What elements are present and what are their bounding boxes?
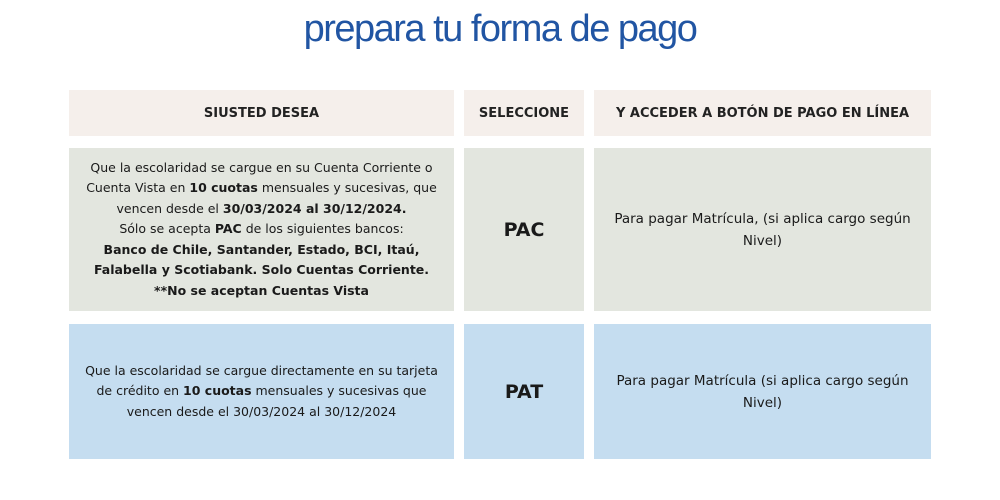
row-pac-description [69, 148, 454, 311]
desc-line-banks: Banco de Chile, Santander, Estado, BCI, Itaú, [103, 241, 420, 257]
option-pac[interactable]: PAC [464, 148, 584, 311]
page-title: prepara tu forma de pago [303, 8, 697, 50]
desc-line: Que la escolaridad se cargue en su Cuenta Corriente o [90, 159, 433, 175]
desc-line: Cuenta Vista en 10 cuotas mensuales y sucesivas, que [86, 180, 437, 196]
row-pat-description [69, 324, 454, 459]
desc-line-banks: Falabella y Scotiabank. Solo Cuentas Corriente. [93, 262, 430, 278]
desc-line: de crédito en 10 cuotas mensuales y sucesivas que [96, 383, 427, 399]
desc-line: Sólo se acepta PAC de los siguientes bancos: [119, 221, 404, 237]
option-pat[interactable]: PAT [464, 324, 584, 459]
row-pac-payment-note: Para pagar Matrícula, (si aplica cargo según Nivel) [594, 148, 931, 311]
desc-line: vencen desde el 30/03/2024 al 30/12/2024 [126, 403, 397, 419]
desc-line-note: **No se aceptan Cuentas Vista [154, 282, 369, 298]
row-pat-payment-note: Para pagar Matrícula (si aplica cargo según Nivel) [594, 324, 931, 459]
desc-line: vencen desde el 30/03/2024 al 30/12/2024. [116, 200, 407, 216]
header-boton-pago: Y ACCEDER A BOTÓN DE PAGO EN LÍNEA [594, 90, 931, 136]
desc-line: Que la escolaridad se cargue directamente en su tarjeta [85, 362, 438, 378]
header-si-usted-desea: SIUSTED DESEA [69, 90, 454, 136]
header-seleccione: SELECCIONE [464, 90, 584, 136]
